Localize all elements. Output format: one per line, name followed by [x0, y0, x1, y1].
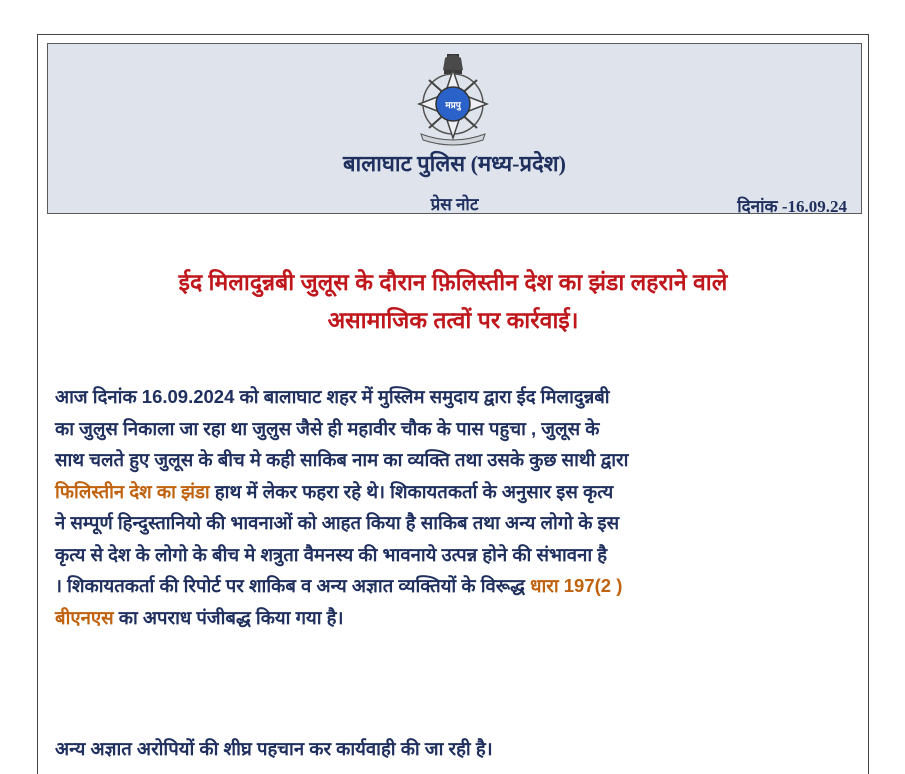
press-note-page: [37, 34, 869, 774]
highlight-section: धारा 197(2 ): [530, 575, 623, 596]
body-text: हाथ में लेकर फहरा रहे थे। शिकायतकर्ता के अनुसार इस कृत्य: [209, 480, 614, 502]
body-line: [55, 570, 855, 602]
emblem-lettering: मप्रपु: [445, 101, 461, 111]
body-line: आज दिनांक 16.09.2024 को बालाघाट शहर में मुस्लिम समुदाय द्वारा ईद मिलादुन्नबी: [55, 386, 610, 407]
highlight-flag-text: फिलिस्तीन देश का झंडा: [55, 480, 210, 502]
body-line: का जुलुस निकाला जा रहा था जुलुस जैसे ही महावीर चौक के पास पहुचा , जुलूस के: [55, 417, 600, 439]
police-emblem-icon: [411, 52, 495, 146]
headline: [38, 263, 868, 339]
body-text: । शिकायतकर्ता की रिपोर्ट पर शाकिब व अन्य अज्ञात व्यक्तियों के विरूद्ध: [55, 575, 531, 596]
press-note-label: प्रेस नोट: [430, 195, 479, 214]
body-line: साथ चलते हुए जुलूस के बीच मे कही साकिब नाम का व्यक्ति तथा उसके कुछ साथी द्वारा: [55, 449, 629, 470]
letterhead: [47, 43, 862, 214]
org-title: बालाघाट पुलिस (मध्य-प्रदेश): [343, 151, 566, 176]
body-paragraph: [55, 381, 855, 633]
body-text: का अपराध पंजीबद्ध किया गया है।: [113, 606, 344, 628]
body-line: [55, 476, 855, 508]
highlight-bns: बीएनएस: [55, 606, 114, 628]
body-line: ने सम्पूर्ण हिन्दुस्तानियो की भावनाओं को आहत किया है साकिब तथा अन्य लोगो के इस: [55, 512, 620, 533]
headline-line-2: असामाजिक तत्वों पर कार्रवाई।: [327, 307, 579, 333]
headline-line-1: ईद मिलादुन्नबी जुलूस के दौरान फ़िलिस्तीन देश का झंडा लहराने वाले: [178, 269, 728, 295]
issue-date: दिनांक -16.09.24: [737, 197, 847, 216]
body-line: कृत्य से देश के लोगो के बीच मे शत्रुता वैमनस्य की भावनाये उत्पन्न होने की संभावना है: [55, 543, 608, 565]
body-line: [55, 602, 855, 634]
closing-line: अन्य अज्ञात अरोपियों की शीघ्र पहचान कर कार्यवाही की जा रही है।: [55, 738, 493, 759]
